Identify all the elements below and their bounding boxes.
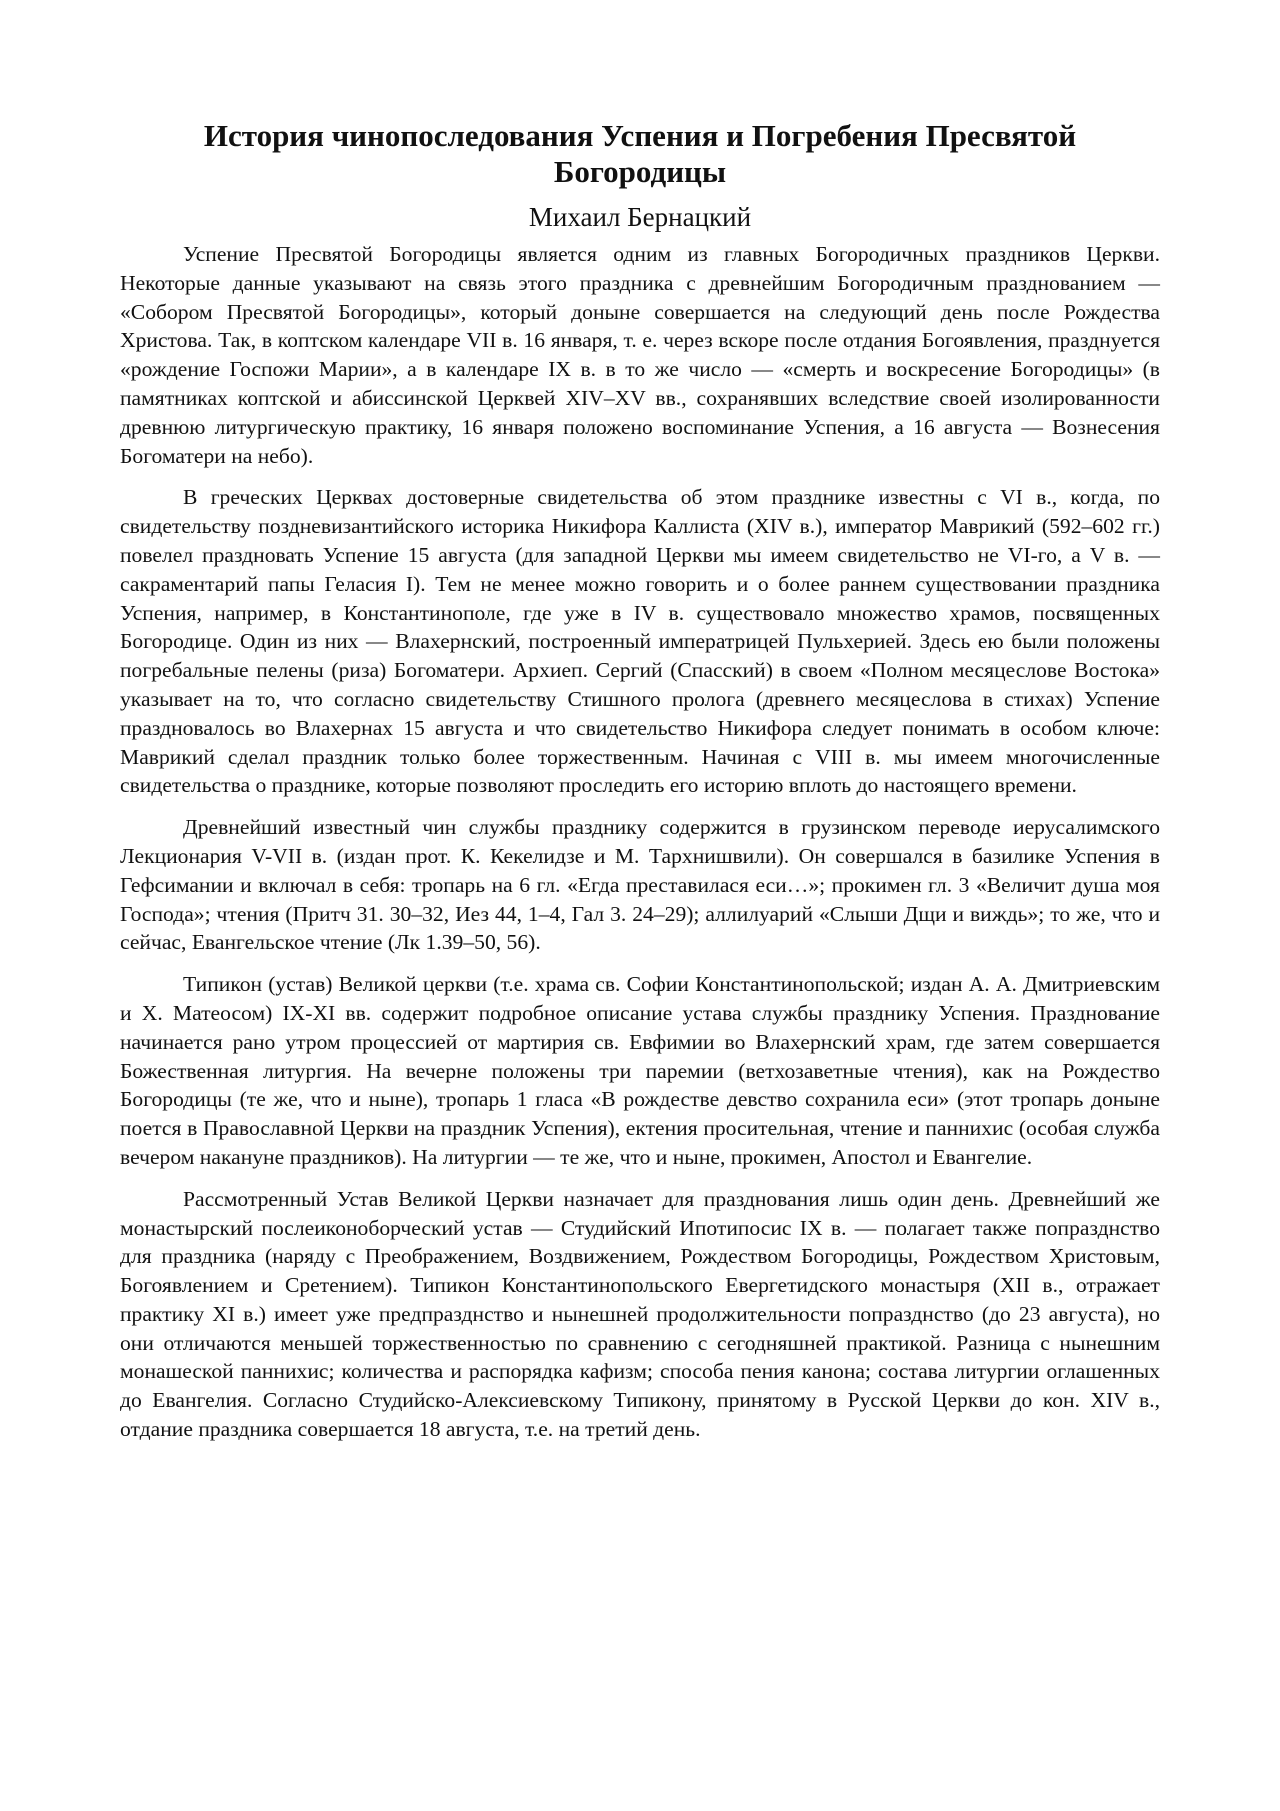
body-paragraph-4: Типикон (устав) Великой церкви (т.е. храма св. Софии Константинопольской; издан А. А. Дмитриевским и Х. Матеосом) IX-XI вв. содержит подробное описание устава службы празднику Успения. Празднование начинается рано утром процессией от мартирия св. Евфимии во Влахернский храм, где затем совершается Божественная литургия. На вечерне положены три паремии (ветхозаветные чтения), как на Рождество Богородицы (те же, что и ныне), тропарь 1 гласа «В рождестве девство сохранила еси» (этот тропарь доныне поется в Православной Церкви на праздник Успения), ектения просительная, чтение и паннихис (особая служба вечером накануне праздников). На литургии — те же, что и ныне, прокимен, Апостол и Евангелие. bbox=[120, 972, 1160, 1169]
document-author: Михаил Бернацкий bbox=[528, 202, 752, 232]
body-paragraph-5: Рассмотренный Устав Великой Церкви назначает для празднования лишь один день. Древнейший же монастырский послеиконоборческий устав — Студийский Ипотипосис IX в. — полагает также попразднство для праздника (наряду с Преображением, Воздвижением, Рождеством Богородицы, Рождеством Христовым, Богоявлением и Сретением). Типикон Константинопольского Евергетидского монастыря (XII в., отражает практику XI в.) имеет уже предпразднство и нынешней продолжительности попразднство (до 23 августа), но они отличаются меньшей торжественностью по сравнению с сегодняшней практикой. Разница с нынешним монашеской паннихис; количества и распорядка кафизм; способа пения канона; состава литургии оглашенных до Евангелия. Согласно Студийско-Алексиевскому Типикону, принятому в Русской Церкви до кон. XIV в., отдание праздника совершается 18 августа, т.е. на третий день. bbox=[120, 1186, 1160, 1442]
body-paragraph-1: Успение Пресвятой Богородицы является одним из главных Богородичных праздников Церкви. Некоторые данные указывают на связь этого праздника с древнейшим Богородичным празднованием — «Собором Пресвятой Богородицы», который доныне совершается на следующий день после Рождества Христова. Так, в коптском календаре VII в. 16 января, т. е. через вскоре после отдания Богоявления, празднуется «рождение Госпожи Марии», а в календаре IX в. в то же число — «смерть и воскресение Богородицы» (в памятниках коптской и абиссинской Церквей XIV–XV вв., сохранявших вследствие своей изолированности древнюю литургическую практику, 16 января положено воспоминание Успения, а 16 августа — Вознесения Богоматери на небо). bbox=[120, 242, 1160, 468]
document-page bbox=[120, 118, 1160, 1457]
body-paragraph-3: Древнейший известный чин службы празднику содержится в грузинском переводе иерусалимского Лекционария V-VII в. (издан прот. К. Кекелидзе и М. Тархнишвили). Он совершался в базилике Успения в Гефсимании и включал в себя: тропарь на 6 гл. «Егда преставилася еси…»; прокимен гл. 3 «Величит душа моя Господа»; чтения (Притч 31. 30–32, Иез 44, 1–4, Гал 3. 24–29); аллилуарий «Слыши Дщи и виждь»; то же, что и сейчас, Евангельское чтение (Лк 1.39–50, 56). bbox=[120, 815, 1160, 955]
body-paragraph-2: В греческих Церквах достоверные свидетельства об этом празднике известны с VI в., когда, по свидетельству поздневизантийского историка Никифора Каллиста (XIV в.), император Маврикий (592–602 гг.) повелел праздновать Успение 15 августа (для западной Церкви мы имеем свидетельство не VI-го, а V в. — сакраментарий папы Геласия I). Тем не менее можно говорить и о более раннем существовании праздника Успения, например, в Константинополе, где уже в IV в. существовало множество храмов, посвященных Богородице. Один из них — Влахернский, построенный императрицей Пульхерией. Здесь ею были положены погребальные пелены (риза) Богоматери. Архиеп. Сергий (Спасский) в своем «Полном месяцеслове Востока» указывает на то, что согласно свидетельству Стишного пролога (древнего месяцеслова в стихах) Успение праздновалось во Влахернах 15 августа и что свидетельство Никифора следует понимать в особом ключе: Маврикий сделал праздник только более торжественным. Начиная с VIII в. мы имеем многочисленные свидетельства о празднике, которые позволяют проследить его историю вплоть до настоящего времени. bbox=[120, 485, 1160, 798]
document-title: История чинопоследования Успения и Погребения Пресвятой Богородицы bbox=[203, 118, 1077, 189]
